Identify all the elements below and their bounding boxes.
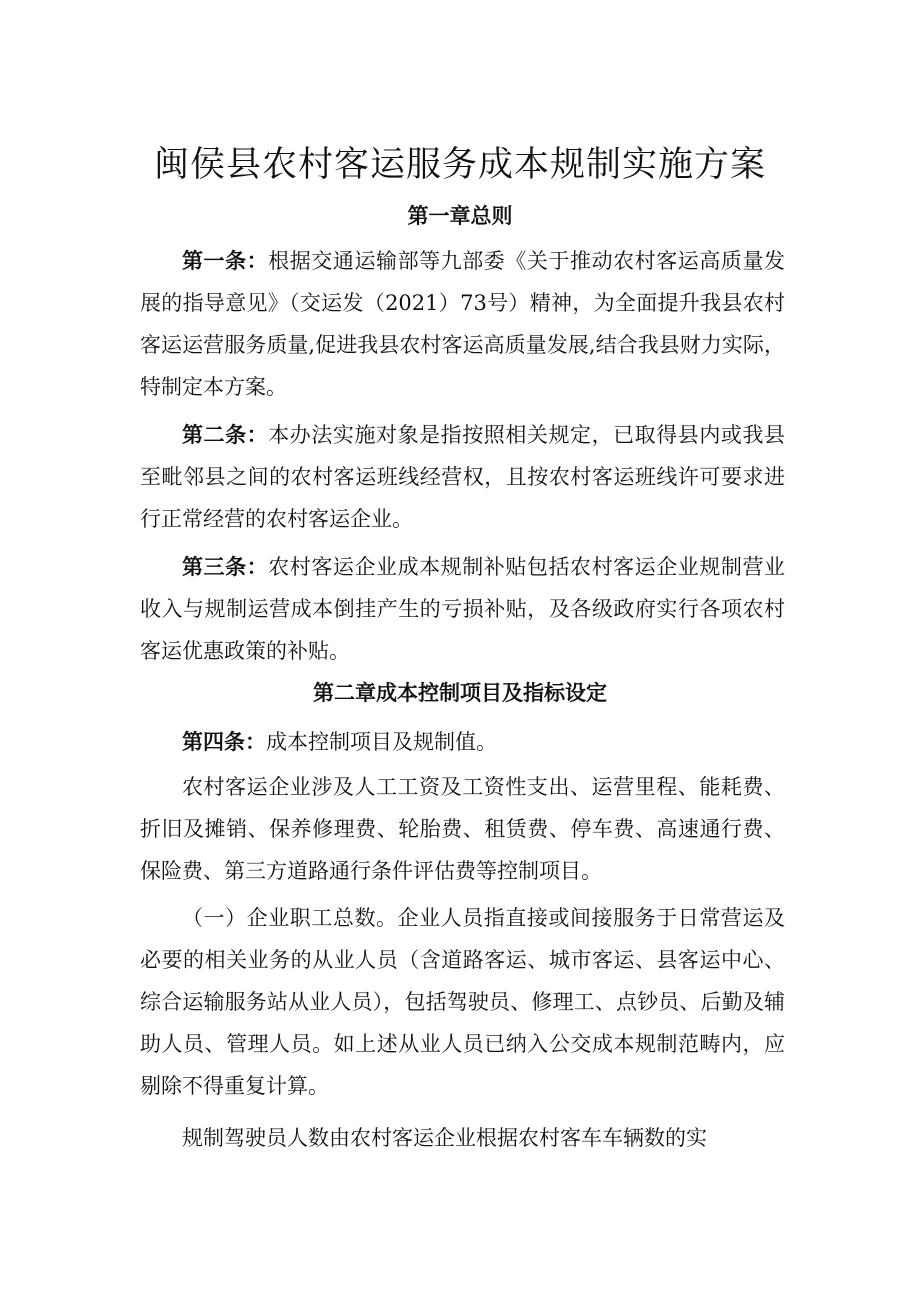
article-1-text: 根据交通运输部等九部委《关于推动农村客运高质量发展的指导意见》（交运发（2021）73号）精神，为全面提升我县农村客运运营服务质量,促进我县农村客运高质量发展,结合我县财力实际，特制定本方案。	[140, 249, 786, 399]
article-2-label: 第二条：	[182, 422, 269, 447]
document-title: 闽侯县农村客运服务成本规制实施方案	[153, 145, 766, 185]
article-2-text: 本办法实施对象是指按照相关规定，已取得县内或我县至毗邻县之间的农村客运班线经营权，且按农村客运班线许可要求进行正常经营的农村客运企业。	[140, 423, 786, 531]
article-4-text: 成本控制项目及规制值。	[266, 730, 497, 754]
paragraph-drivers: 规制驾驶员人数由农村客运企业根据农村客车车辆数的实	[182, 1126, 707, 1150]
chapter-heading-2: 第二章成本控制项目及指标设定	[313, 680, 607, 705]
article-3-text: 农村客运企业成本规制补贴包括农村客运企业规制营业收入与规制运营成本倒挂产生的亏损补贴，及各级政府实行各项农村客运优惠政策的补贴。	[140, 555, 786, 663]
paragraph-staff-total: （一）企业职工总数。企业人员指直接或间接服务于日常营运及必要的相关业务的从业人员（含道路客运、城市客运、县客运中心、综合运输服务站从业人员），包括驾驶员、修理工、点钞员、后勤及辅助人员、管理人员。如上述从业人员已纳入公交成本规制范畴内，应剔除不得重复计算。	[140, 906, 785, 1098]
article-3	[140, 546, 785, 672]
paragraph-control-items: 农村客运企业涉及人工工资及工资性支出、运营里程、能耗费、折旧及摊销、保养修理费、轮胎费、租赁费、停车费、高速通行费、保险费、第三方道路通行条件评估费等控制项目。	[140, 775, 785, 883]
chapter-heading-1: 第一章总则	[407, 203, 513, 228]
article-2	[140, 414, 785, 540]
article-4	[140, 721, 785, 763]
article-3-label: 第三条：	[182, 554, 269, 579]
article-4-label: 第四条：	[182, 729, 266, 754]
article-1-label: 第一条：	[182, 248, 269, 273]
article-1	[140, 240, 785, 408]
